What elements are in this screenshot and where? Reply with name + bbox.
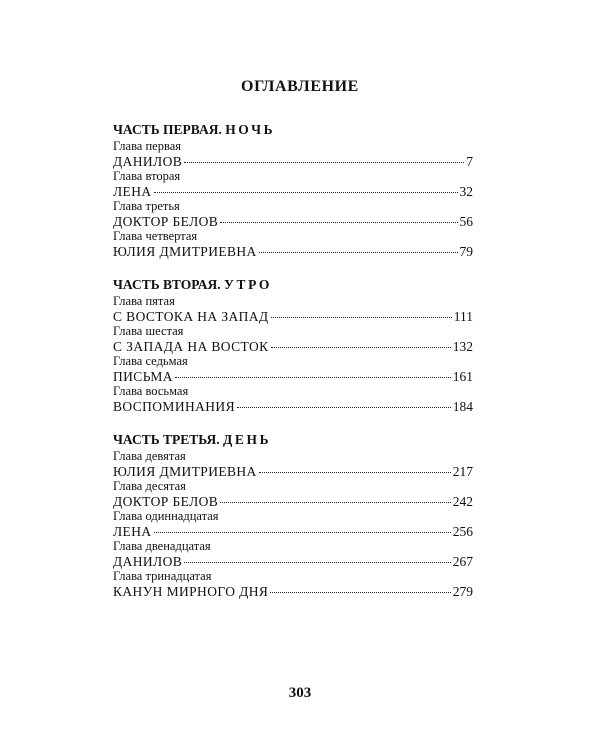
page-number: 303 xyxy=(288,685,312,701)
part-prefix: ЧАСТЬ ПЕРВАЯ. xyxy=(113,122,226,137)
dot-leader xyxy=(220,221,457,223)
table-of-contents xyxy=(113,121,473,616)
chapter-label: Глава седьмая xyxy=(113,354,188,368)
toc-entry[interactable] xyxy=(113,139,473,169)
dot-leader xyxy=(259,471,451,473)
chapter-title: ДОКТОР БЕЛОВ xyxy=(113,493,219,509)
chapter-title: ПИСЬМА xyxy=(113,368,173,384)
chapter-page: 132 xyxy=(452,338,473,354)
dot-leader xyxy=(220,501,451,503)
chapter-label: Глава шестая xyxy=(113,324,184,338)
toc-entry[interactable] xyxy=(113,294,473,324)
toc-entry[interactable] xyxy=(113,199,473,229)
chapter-label: Глава девятая xyxy=(113,449,186,463)
chapter-title: С ВОСТОКА НА ЗАПАД xyxy=(113,308,269,324)
dot-leader xyxy=(184,561,451,563)
chapter-label: Глава тринадцатая xyxy=(113,569,212,583)
chapter-label: Глава третья xyxy=(113,199,180,213)
chapter-label: Глава четвертая xyxy=(113,229,198,243)
chapter-page: 7 xyxy=(466,153,473,169)
part-1 xyxy=(113,121,473,259)
chapter-label: Глава двенадцатая xyxy=(113,539,211,553)
toc-entry[interactable] xyxy=(113,509,473,539)
dot-leader xyxy=(270,591,450,593)
part-word: ДЕНЬ xyxy=(223,432,272,447)
part-title xyxy=(113,276,473,294)
dot-leader xyxy=(154,531,451,533)
toc-entry[interactable] xyxy=(113,324,473,354)
part-title xyxy=(113,431,473,449)
toc-entry[interactable] xyxy=(113,384,473,414)
chapter-label: Глава пятая xyxy=(113,294,175,308)
chapter-label: Глава восьмая xyxy=(113,384,189,398)
chapter-title: ДОКТОР БЕЛОВ xyxy=(113,213,219,229)
dot-leader xyxy=(175,376,451,378)
chapter-title: С ЗАПАДА НА ВОСТОК xyxy=(113,338,269,354)
chapter-page: 279 xyxy=(452,583,473,599)
dot-leader xyxy=(259,251,458,253)
dot-leader xyxy=(184,161,464,163)
chapter-title: ЮЛИЯ ДМИТРИЕВНА xyxy=(113,463,257,479)
dot-leader xyxy=(237,406,451,408)
chapter-page: 79 xyxy=(459,243,473,259)
toc-entry[interactable] xyxy=(113,229,473,259)
part-prefix: ЧАСТЬ ВТОРАЯ. xyxy=(113,277,224,292)
chapter-title: ЮЛИЯ ДМИТРИЕВНА xyxy=(113,243,257,259)
chapter-page: 56 xyxy=(459,213,473,229)
part-3 xyxy=(113,431,473,599)
chapter-label: Глава вторая xyxy=(113,169,181,183)
chapter-page: 256 xyxy=(452,523,473,539)
chapter-label: Глава первая xyxy=(113,139,182,153)
toc-entry[interactable] xyxy=(113,449,473,479)
chapter-title: ВОСПОМИНАНИЯ xyxy=(113,398,235,414)
chapter-label: Глава десятая xyxy=(113,479,186,493)
chapter-title: ЛЕНА xyxy=(113,523,152,539)
chapter-label: Глава одиннадцатая xyxy=(113,509,219,523)
part-title xyxy=(113,121,473,139)
chapter-page: 161 xyxy=(452,368,473,384)
toc-entry[interactable] xyxy=(113,569,473,599)
toc-entry[interactable] xyxy=(113,539,473,569)
chapter-title: КАНУН МИРНОГО ДНЯ xyxy=(113,583,269,599)
chapter-page: 242 xyxy=(452,493,473,509)
page-title: ОГЛАВЛЕНИЕ xyxy=(241,78,359,95)
chapter-page: 217 xyxy=(452,463,473,479)
toc-entry[interactable] xyxy=(113,169,473,199)
toc-entry[interactable] xyxy=(113,479,473,509)
chapter-page: 111 xyxy=(453,308,473,324)
part-word: НОЧЬ xyxy=(225,122,276,137)
dot-leader xyxy=(271,346,451,348)
chapter-page: 32 xyxy=(459,183,473,199)
chapter-page: 184 xyxy=(452,398,473,414)
chapter-title: ДАНИЛОВ xyxy=(113,553,183,569)
part-2 xyxy=(113,276,473,414)
part-word: УТРО xyxy=(223,277,272,292)
dot-leader xyxy=(154,191,458,193)
chapter-title: ЛЕНА xyxy=(113,183,152,199)
dot-leader xyxy=(271,316,452,318)
toc-entry[interactable] xyxy=(113,354,473,384)
chapter-page: 267 xyxy=(452,553,473,569)
chapter-title: ДАНИЛОВ xyxy=(113,153,183,169)
part-prefix: ЧАСТЬ ТРЕТЬЯ. xyxy=(113,432,224,447)
